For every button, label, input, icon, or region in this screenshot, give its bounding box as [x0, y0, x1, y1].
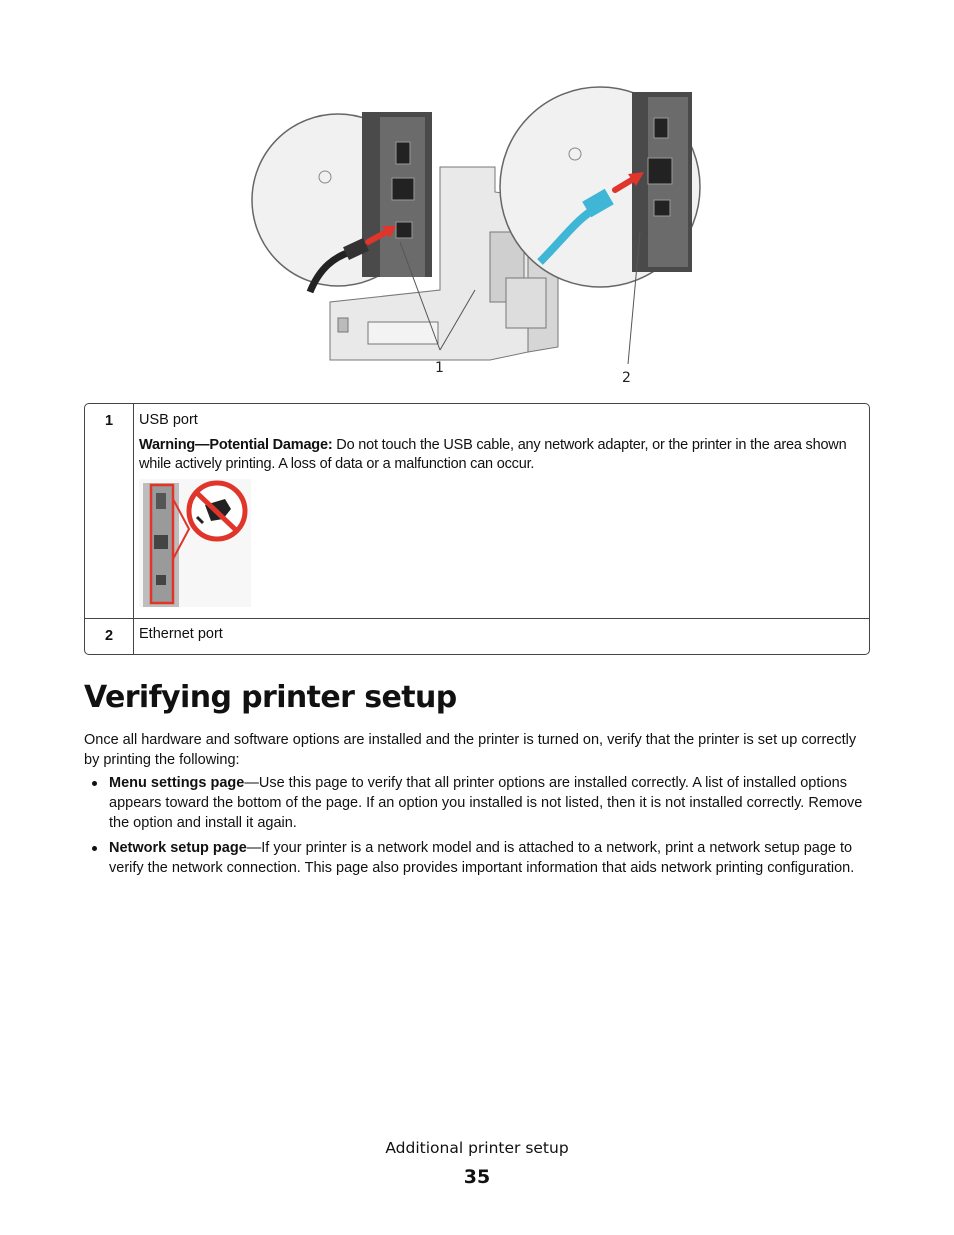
zoom-circle-usb: [252, 112, 432, 292]
warning-text: Do not touch the USB cable, any network adapter, or the printer in the area shown while actively printing. A loss of data or a malfunction can occur.: [139, 437, 847, 472]
warning-heading: Warning—Potential Damage:: [139, 437, 333, 453]
bullet-icon: [92, 846, 97, 851]
zoom-circle-ethernet: [500, 87, 700, 287]
bullet-term: Network setup page: [109, 840, 247, 856]
bullet-text: —If your printer is a network model and is attached to a network, print a network setup page to verify the network connection. This page also provides important information that aids network printing configuration.: [109, 840, 855, 876]
callout-2-label: 2: [622, 370, 631, 386]
page-number: 35: [463, 1166, 491, 1188]
table-row: [85, 404, 869, 618]
footer-section-name: Additional printer setup: [385, 1139, 569, 1157]
table-row: [85, 618, 869, 654]
list-item: [84, 838, 874, 878]
bullet-text: —Use this page to verify that all printer options are installed correctly. A list of installed options appears toward the bottom of the page. If an option you installed is not listed, then it is not installed correctly. Remove the option and install it again.: [109, 775, 863, 831]
section-heading: Verifying printer setup: [84, 680, 457, 715]
callout-label: Ethernet port: [134, 618, 869, 654]
intro-paragraph: Once all hardware and software options are installed and the printer is turned on, verify that the printer is set up correctly by printing the following:: [84, 732, 857, 768]
callout-1-label: 1: [435, 360, 444, 376]
warning-note: [139, 436, 865, 474]
callout-description: [134, 404, 869, 618]
printer-ports-illustration: [250, 82, 706, 388]
callout-table: [84, 403, 870, 655]
callout-label: USB port: [139, 412, 198, 428]
callout-number: 2: [85, 618, 134, 654]
callout-number: 1: [85, 404, 134, 618]
list-item: [84, 773, 874, 833]
bullet-icon: [92, 781, 97, 786]
do-not-touch-illustration: [139, 479, 251, 607]
bullet-term: Menu settings page: [109, 775, 245, 791]
bullet-list: [84, 773, 874, 883]
